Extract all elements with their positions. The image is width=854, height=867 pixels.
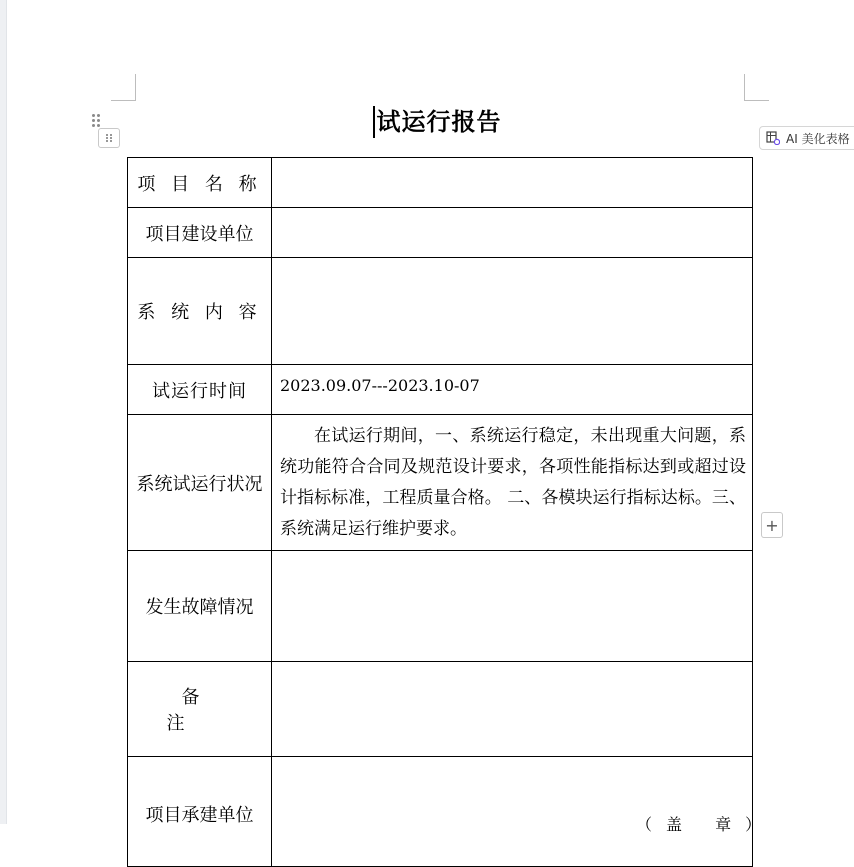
system-content-label: 系 统 内 容 — [128, 258, 272, 365]
construction-unit-label: 项目建设单位 — [128, 208, 272, 258]
contractor-unit-label: 项目承建单位 — [128, 757, 272, 867]
page-corner-mark-left — [111, 74, 136, 101]
table-magic-icon — [766, 131, 780, 145]
table-row — [128, 365, 753, 415]
table-row — [128, 158, 753, 208]
table-row — [128, 208, 753, 258]
report-table — [127, 157, 753, 867]
remarks-cell[interactable] — [272, 662, 753, 757]
document-title[interactable]: 试运行报告 — [376, 107, 502, 136]
trial-run-status-label: 系统试运行状况 — [128, 415, 272, 551]
ai-beautify-label: AI 美化表格 — [786, 131, 850, 146]
trial-run-status-cell[interactable]: 在试运行期间，一、系统运行稳定，未出现重大问题，系统功能符合合同及规范设计要求，各项性能指标达到或超过设计指标标准，工程质量合格。 二、各模块运行指标达标。三、系统满足运行维护要求。 — [272, 415, 753, 551]
ai-beautify-table-button[interactable] — [759, 126, 854, 150]
fault-situation-cell[interactable] — [272, 551, 753, 662]
table-row — [128, 415, 753, 551]
system-content-cell[interactable] — [272, 258, 753, 365]
project-name-label: 项 目 名 称 — [128, 158, 272, 208]
text-cursor — [373, 106, 375, 138]
trial-run-time-value: 2023.09.07---2023.10-07 — [280, 376, 480, 395]
seal-text: （盖 章） — [636, 815, 776, 834]
remarks-label: 备注 — [128, 662, 272, 757]
table-row — [128, 551, 753, 662]
trial-run-time-label: 试运行时间 — [128, 365, 272, 415]
table-row — [128, 258, 753, 365]
add-row-button[interactable]: + — [761, 512, 783, 538]
page-corner-mark-right — [744, 74, 769, 101]
project-name-cell[interactable] — [272, 158, 753, 208]
trial-run-time-cell[interactable] — [272, 365, 753, 415]
construction-unit-cell[interactable] — [272, 208, 753, 258]
fault-situation-label: 发生故障情况 — [128, 551, 272, 662]
table-row — [128, 662, 753, 757]
